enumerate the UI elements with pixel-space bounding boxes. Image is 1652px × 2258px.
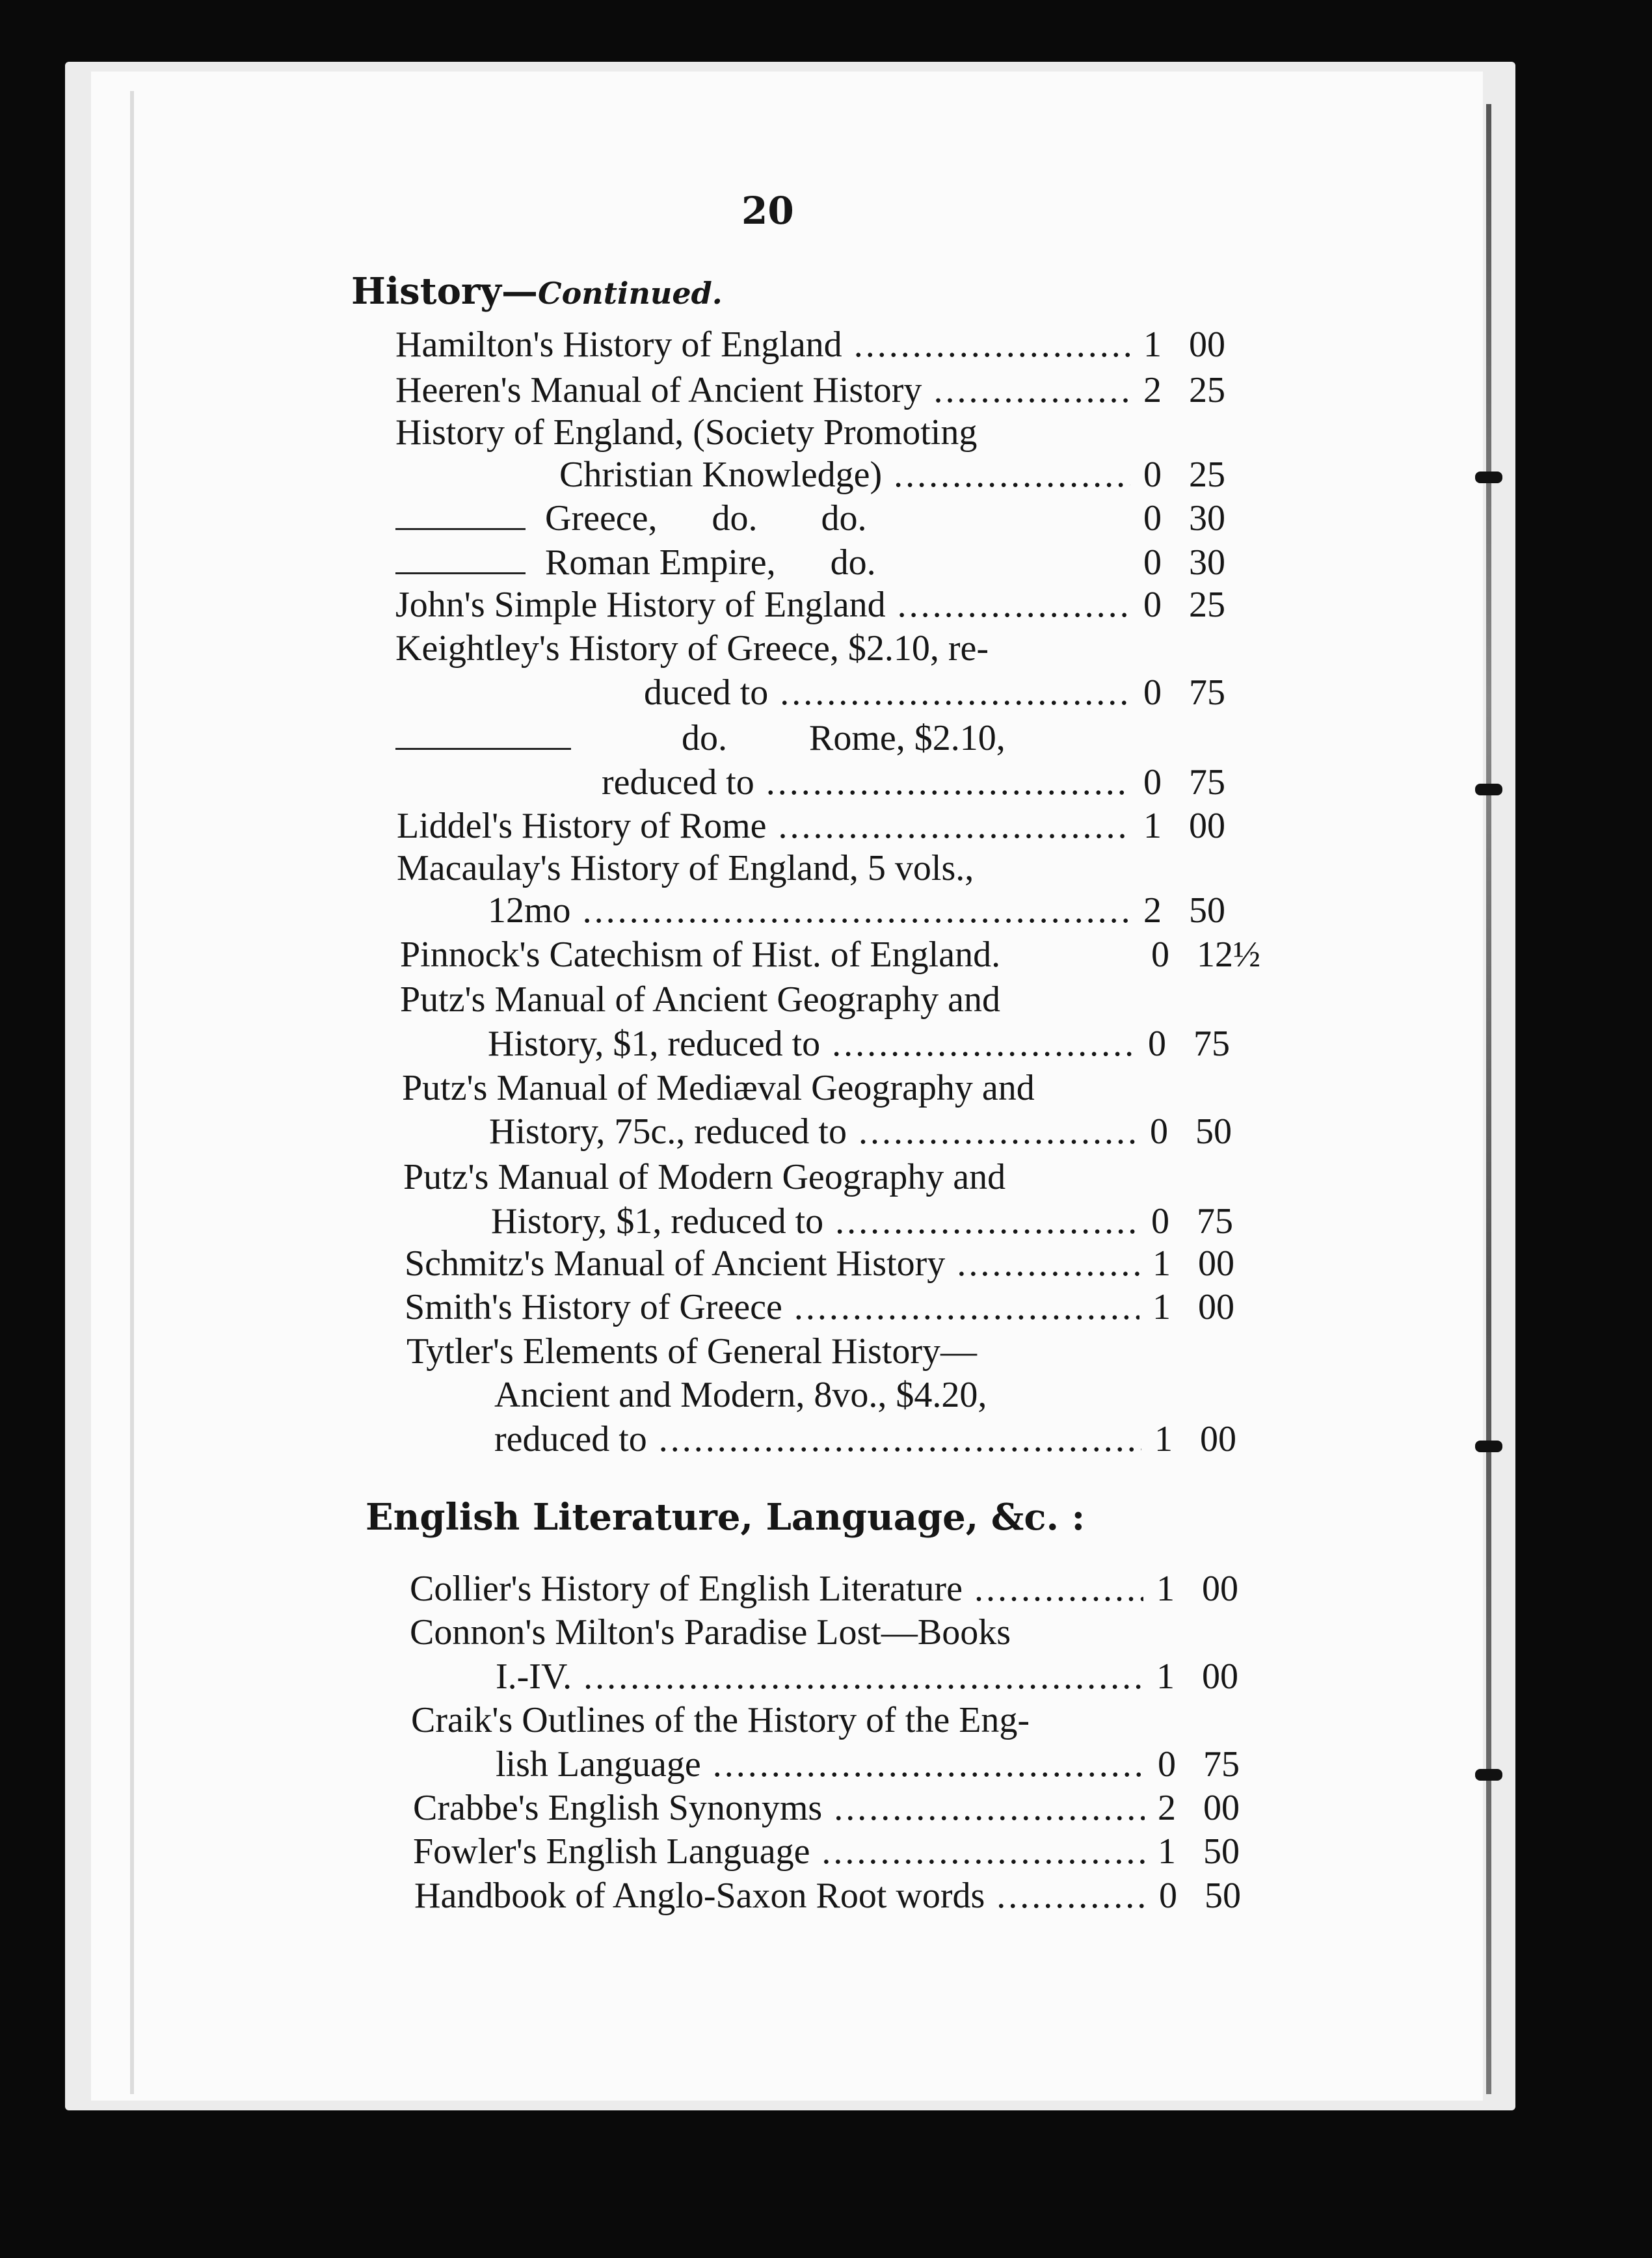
english-heading: English Literature, Language, &c. : [366,1496,1086,1539]
price-cents: 75 [1189,672,1225,713]
price-dollars: 1 [1158,1831,1176,1872]
price-dollars: 0 [1143,762,1162,803]
ditto-rule [395,528,526,530]
price-dollars: 0 [1143,672,1162,713]
list-item [494,1372,1265,1418]
entry-title: History, $1, reduced to ..... [488,1021,1135,1067]
entry-title: Tytler's Elements of General History— [406,1331,978,1372]
list-item [400,932,1275,977]
list-item [559,452,1254,498]
entry-price [1143,1566,1267,1612]
price-dollars: 0 [1143,585,1162,625]
entry-price [1145,1829,1268,1874]
list-item [491,1199,1262,1244]
entry-price [1143,1654,1267,1699]
list-item [413,1829,1268,1874]
entry-title: Craik's Outlines of the History of the Eng- [411,1700,1030,1740]
entry-price [1135,1021,1259,1067]
entry-price [1130,367,1254,413]
list-item [395,626,1254,671]
history-heading-continued: Continued. [537,276,723,311]
entry-title: History of England, (Society Promoting [395,412,978,453]
list-item [395,715,1143,761]
entry-price [1145,1742,1268,1787]
list-item [395,496,1254,541]
entry-price [1130,322,1254,367]
list-item [395,322,1254,367]
entry-title: reduced to ..... [494,1416,1141,1462]
price-dollars: 1 [1152,1243,1171,1284]
list-item [602,760,1254,805]
entry-title: Connon's Milton's Paradise Lost—Books [410,1612,1011,1653]
list-item [405,1241,1263,1286]
price-dollars: 1 [1156,1656,1175,1697]
price-dollars: 1 [1156,1569,1175,1609]
entry-price [1130,496,1254,541]
list-item [397,803,1254,849]
price-cents: 25 [1189,585,1225,625]
price-dollars: 0 [1143,498,1162,538]
price-dollars: 0 [1151,935,1169,975]
entry-title: John's Simple History of England ..... [395,582,1130,628]
list-item [397,845,1254,891]
price-dollars: 0 [1158,1744,1176,1785]
price-dollars: 0 [1143,455,1162,495]
price-dollars: 1 [1152,1287,1171,1327]
price-dollars: 1 [1154,1419,1173,1459]
entry-title: reduced to ..... [602,760,1130,805]
entry-title: Putz's Manual of Ancient Geography and [400,979,1000,1020]
list-item [488,888,1254,933]
list-item [402,1065,1260,1111]
entry-title: Handbook of Anglo-Saxon Root words ..... [414,1873,1146,1919]
list-item [644,670,1254,715]
entry-title: Ancient and Modern, 8vo., $4.20, [494,1375,987,1415]
price-cents: 00 [1202,1569,1238,1609]
entry-title: History, 75c., reduced to ..... [489,1109,1137,1154]
price-cents: 00 [1189,325,1225,365]
price-cents: 75 [1197,1201,1233,1242]
list-item [489,1109,1260,1154]
price-cents: 00 [1198,1287,1234,1327]
price-cents: 75 [1193,1024,1230,1064]
entry-title: Keightley's History of Greece, $2.10, re- [395,628,989,669]
list-item [395,582,1254,628]
entry-price [1145,1785,1268,1831]
entry-title: 12mo ..... [488,888,1130,933]
price-dollars: 1 [1143,325,1162,365]
price-dollars: 2 [1158,1788,1176,1828]
entry-title: I.-IV. ..... [496,1654,1143,1699]
price-dollars: 2 [1143,370,1162,410]
entry-price [1130,670,1254,715]
entry-title: Schmitz's Manual of Ancient History ..... [405,1241,1139,1286]
price-cents: 00 [1203,1788,1240,1828]
entry-price [1141,1416,1265,1462]
price-dollars: 0 [1159,1876,1177,1916]
price-dollars: 1 [1143,806,1162,846]
entry-price [1138,932,1275,977]
entry-title: Liddel's History of Rome ..... [397,803,1130,849]
list-item [410,1566,1267,1612]
entry-title: Roman Empire, do. [545,542,876,583]
price-cents: 30 [1189,542,1225,583]
price-dollars: 0 [1151,1201,1169,1242]
list-item [400,977,1259,1022]
price-cents: 00 [1200,1419,1236,1459]
page-number: 20 [741,189,794,233]
history-heading-title: History— [351,270,538,313]
price-cents: 75 [1189,762,1225,803]
entry-title: Collier's History of English Literature ..... [410,1566,1143,1612]
price-cents: 00 [1202,1656,1238,1697]
entry-title: Putz's Manual of Modern Geography and [403,1157,1006,1197]
price-cents: 50 [1203,1831,1240,1872]
entry-title: Putz's Manual of Mediæval Geography and [402,1068,1035,1108]
list-item [496,1742,1268,1787]
price-cents: 50 [1195,1111,1232,1152]
entry-price [1130,452,1254,498]
entry-title: Crabbe's English Synonyms ..... [413,1785,1145,1831]
entry-title: Macaulay's History of England, 5 vols., [397,848,974,888]
price-dollars: 0 [1143,542,1162,583]
entry-title: duced to ..... [644,670,1130,715]
price-cents: 00 [1189,806,1225,846]
price-cents: 25 [1189,370,1225,410]
list-item [395,410,1254,455]
list-item [403,1154,1262,1200]
entry-price [1130,582,1254,628]
entry-title: History, $1, reduced to ..... [491,1199,1138,1244]
entry-title: Fowler's English Language ..... [413,1829,1145,1874]
entry-title: lish Language ..... [496,1742,1145,1787]
price-cents: 50 [1189,890,1225,931]
price-cents: 75 [1203,1744,1240,1785]
list-item [496,1654,1267,1699]
ditto-rule [395,572,526,574]
entry-title: Greece, do. do. [545,498,867,538]
entry-title: Smith's History of Greece ..... [405,1284,1139,1330]
price-dollars: 0 [1150,1111,1168,1152]
price-cents: 25 [1189,455,1225,495]
list-item [395,540,1254,585]
entry-title: Heeren's Manual of Ancient History ..... [395,367,1130,413]
price-dollars: 0 [1148,1024,1166,1064]
entry-title: Christian Knowledge) ..... [559,452,1130,498]
history-heading [351,270,723,313]
entry-title: Pinnock's Catechism of Hist. of England. [400,935,1001,975]
list-item [414,1873,1270,1919]
entry-price [1139,1241,1263,1286]
ditto-rule [395,748,571,750]
list-item [411,1697,1268,1743]
list-item [413,1785,1268,1831]
price-cents: 30 [1189,498,1225,538]
list-item [410,1610,1267,1655]
list-item [406,1329,1265,1374]
price-dollars: 2 [1143,890,1162,931]
entry-price [1137,1109,1260,1154]
entry-price [1130,760,1254,805]
entry-price [1130,540,1254,585]
list-item [488,1021,1259,1067]
list-item [395,367,1254,413]
price-cents: 12½ [1197,935,1260,975]
entry-title: Hamilton's History of England ..... [395,322,1130,367]
price-cents: 00 [1198,1243,1234,1284]
price-cents: 50 [1205,1876,1241,1916]
entry-price [1138,1199,1262,1244]
list-item [494,1416,1265,1462]
entry-title: do. Rome, $2.10, [682,718,1006,758]
entry-price [1146,1873,1270,1919]
entry-price [1130,803,1254,849]
entry-price [1139,1284,1263,1330]
list-item [405,1284,1263,1330]
entry-price [1130,888,1254,933]
